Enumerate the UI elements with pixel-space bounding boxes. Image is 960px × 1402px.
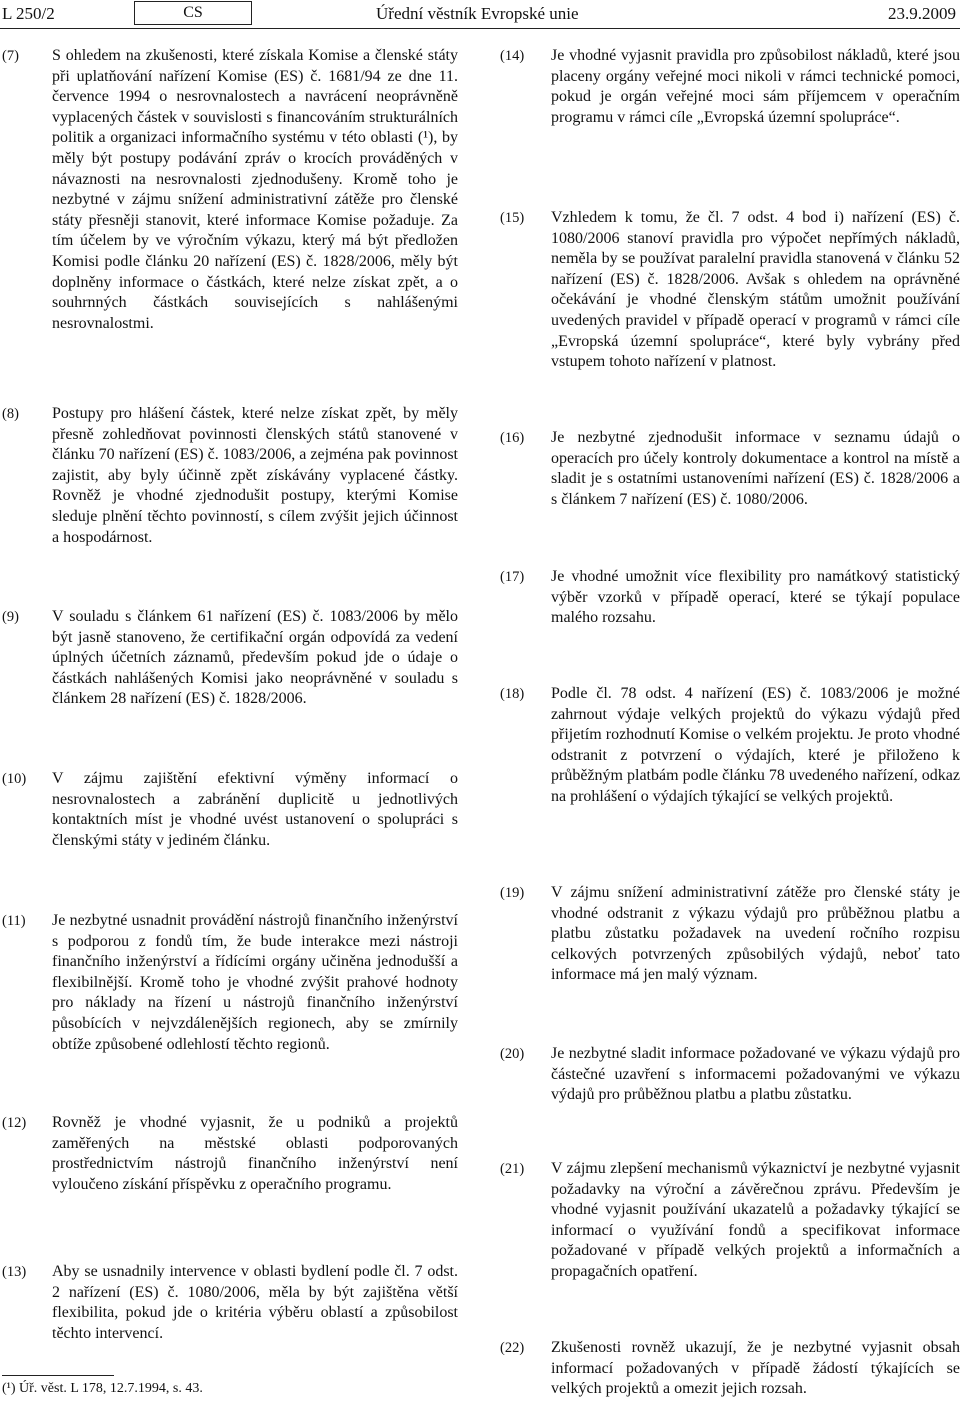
recital-text: Zkušenosti rovněž ukazují, že je nezbytné vyjasnit obsah informací požadovaných v případě žádostí týkajících se velkých projektů a omezit jejich rozsah. [551, 1339, 960, 1398]
recital-text: Je nezbytné usnadnit provádění nástrojů finančního inženýrství s podporou z fondů tím, že bude interakce mezi nástroji finančního inženýrství a řídícími orgány učiněna jednodušší a flexibilnější. Kromě toho je vhodné zvýšit prahové hodnoty pro náklady na řízení u nástrojů finančního inženýrství působících v nejvzdálenějších regionech, aby se zmírnily obtíže způsobené odlehlostí těchto regionů. [52, 912, 458, 1053]
recital-number: (17) [500, 569, 525, 585]
recital-number: (8) [2, 406, 19, 422]
recital-number: (10) [2, 771, 27, 787]
recital-text: V zájmu zlepšení mechanismů výkaznictví je nezbytné vyjasnit požadavky na výroční a závěrečnou zprávu. Především je vhodné vyjasnit používání ukazatelů a požadavky týkající se informací o využívání fondů a specifikovat informace požadované v případě velkých projektů a informačních a propagačních opatření. [551, 1160, 960, 1280]
recital-text: V zájmu snížení administrativní zátěže pro členské státy je vhodné odstranit z výkazu výdajů pro průběžnou platbu a platbu zůstatku požadavek na uvedení ročního rozpisu celkových potvrzených způsobilých výdajů, neboť tato informace má jen malý význam. [551, 884, 960, 984]
page-header [0, 0, 960, 28]
recital-number: (14) [500, 48, 525, 64]
recital-text: Podle čl. 78 odst. 4 nařízení (ES) č. 1083/2006 je možné zahrnout výdaje velkých projektů do výkazu výdajů před přijetím rozhodnutí Komise o velkém projektu. Je proto vhodné odstranit z potvrzení o výdajích, které je přiloženo k průběžným platbám podle článku 78 uvedeného nařízení, odkaz na prohlášení o výdajích týkající se velkých projektů. [551, 685, 960, 805]
recital-text: Je vhodné umožnit více flexibility pro namátkový statistický výběr vzorků v případě operací, které se týkají populace malého rozsahu. [551, 568, 960, 627]
recital-text: Vzhledem k tomu, že čl. 7 odst. 4 bod i) nařízení (ES) č. 1080/2006 stanoví pravidla pro výpočet nepřímých nákladů, neměla by se používat paralelní pravidla stanovená v článku 52 nařízení (ES) č. 1828/2006. Avšak s ohledem na oprávněné očekávání je vhodné členským státům umožnit používání uvedených pravidel v případě operací v programů v rámci cíle „Evropská územní spolupráce“, které byly vybrány před vstupem tohoto nařízení v platnost. [551, 209, 960, 371]
recital-text: S ohledem na zkušenosti, které získala Komise a členské státy při uplatňování nařízení Komise (ES) č. 1681/94 ze dne 11. července 1994 o nesrovnalostech a navrácení neoprávněně vyplacených částek v souvislosti s financováním strukturálních politik a organizaci informačního systému v této oblasti (¹), by měly být postupy podávání zpráv o krocích prováděných v návaznosti na nesrovnalosti zjednodušeny. Kromě toho je nezbytné v zájmu snížení administrativní zátěže pro členské státy přesněji stanovit, které informace Komise požaduje. Za tím účelem by ve výročním výkazu, který má být předložen Komisi podle článku 20 nařízení (ES) č. 1828/2006, měly být doplněny informace o částkách, které nelze získat zpět, a o souhrnných částkách souvisejících s nahlášenými nesrovnalostmi. [52, 47, 458, 332]
recital-text: Aby se usnadnily intervence v oblasti bydlení podle čl. 7 odst. 2 nařízení (ES) č. 1080/2006, měla by být zajištěna větší flexibilita, pokud jde o kritéria výběru oblastí a způsobilost těchto intervencí. [52, 1263, 458, 1342]
recital-number: (11) [2, 913, 26, 929]
publication-date: 23.9.2009 [888, 4, 956, 23]
recital-number: (15) [500, 210, 525, 226]
recital-text: V zájmu zajištění efektivní výměny informací o nesrovnalostech a zabránění duplicitě u jednotlivých kontaktních míst je vhodné uvést ustanovení o spolupráci s členskými státy v jediném článku. [52, 770, 458, 849]
recital-text: V souladu s článkem 61 nařízení (ES) č. 1083/2006 by mělo být jasně stanoveno, že certifikační orgán odpovídá za vedení úplných účetních záznamů, především pokud jde o údaje o částkách nahlášených Komisi jako neoprávněné v souladu s článkem 28 nařízení (ES) č. 1828/2006. [52, 608, 458, 708]
recital-number: (7) [2, 48, 19, 64]
recital-number: (12) [2, 1115, 27, 1131]
recital-number: (20) [500, 1046, 525, 1062]
recital-number: (22) [500, 1340, 525, 1356]
recital-number: (21) [500, 1161, 525, 1177]
header-rule [0, 28, 960, 29]
language-badge: CS [134, 1, 252, 25]
recital-number: (18) [500, 686, 525, 702]
recital-text: Je nezbytné zjednodušit informace v seznamu údajů o operacích pro účely kontroly dokumentace a kontrol na místě a sladit je s ostatními ustanoveními nařízení (ES) č. 1828/2006 a s článkem 7 nařízení (ES) č. 1080/2006. [551, 429, 960, 508]
recital-number: (16) [500, 430, 525, 446]
footnote: (¹) Úř. věst. L 178, 12.7.1994, s. 43. [2, 1381, 203, 1396]
recital-number: (19) [500, 885, 525, 901]
recital-number: (13) [2, 1264, 27, 1280]
page-number: L 250/2 [2, 4, 55, 23]
recital-text: Je vhodné vyjasnit pravidla pro způsobilost nákladů, které jsou placeny orgány veřejné moci nikoli v rámci technické pomoci, pokud je orgán veřejné moci sám příjemcem v operačním programu v rámci cíle „Evropská územní spolupráce“. [551, 47, 960, 126]
recital-number: (9) [2, 609, 19, 625]
recital-text: Postupy pro hlášení částek, které nelze získat zpět, by měly přesně zohledňovat povinnosti členských států stanovené v článku 70 nařízení (ES) č. 1083/2006, a zejména pak povinnost zajistit, aby byly účinně zpět získávány vyplacené částky. Rovněž je vhodné zjednodušit postupy, kterými Komise sleduje plnění těchto povinností, s cílem zvýšit jejich účinnost a hospodárnost. [52, 405, 458, 546]
journal-title: Úřední věstník Evropské unie [376, 4, 579, 23]
recital-text: Je nezbytné sladit informace požadované ve výkazu výdajů pro částečné uzavření s informacemi požadovanými ve výkazu výdajů pro průběžnou platbu a platbu zůstatku. [551, 1045, 960, 1104]
footnote-rule [2, 1375, 114, 1376]
recital-text: Rovněž je vhodné vyjasnit, že u podniků a projektů zaměřených na městské oblasti podporovaných prostřednictvím nástrojů finančního inženýrství není vyloučeno získání příspěvku z operačního programu. [52, 1114, 458, 1193]
